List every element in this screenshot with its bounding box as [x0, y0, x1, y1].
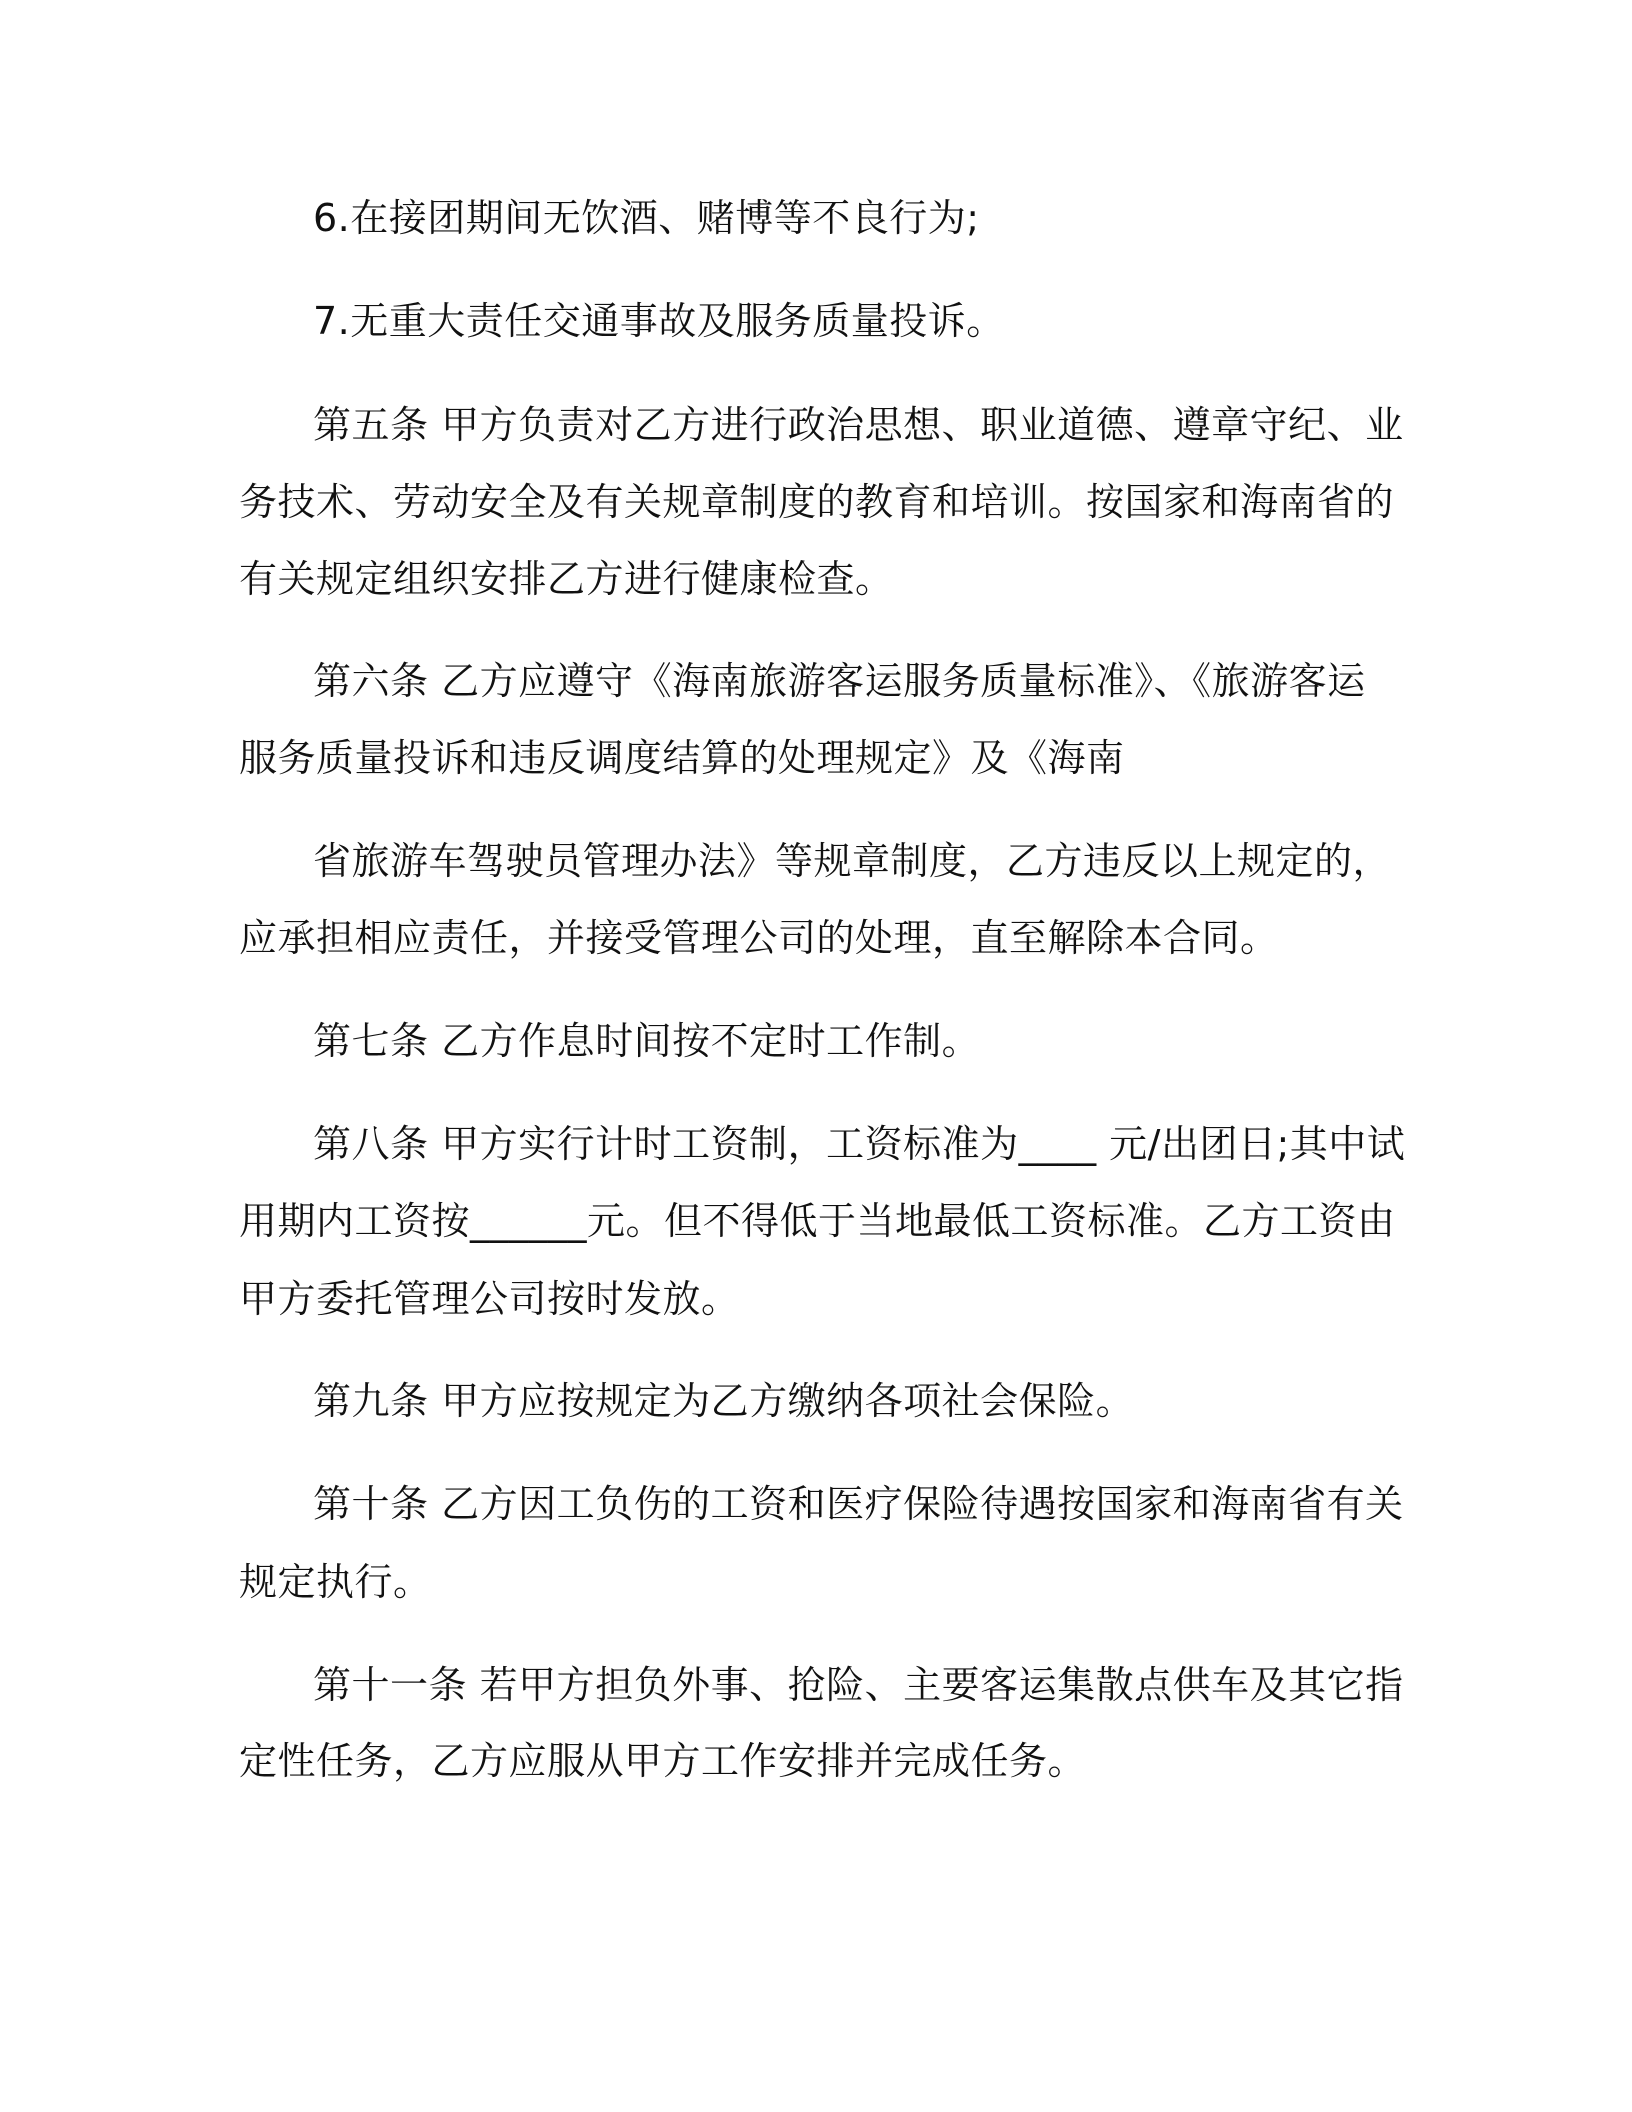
article-6-line-1: 第六条 乙方应遵守《海南旅游客运服务质量标准》、《旅游客运 [313, 659, 1366, 703]
article-11-line-1: 第十一条 若甲方担负外事、抢险、主要客运集散点供车及其它指 [313, 1663, 1404, 1707]
article-6-line-2: 服务质量投诉和违反调度结算的处理规定》及《海南 [239, 736, 1125, 780]
article-8-line-3: 甲方委托管理公司按时发放。 [239, 1277, 740, 1321]
article-5-line-1: 第五条 甲方负责对乙方进行政治思想、职业道德、遵章守纪、业 [313, 403, 1404, 447]
article-6-line-3: 省旅游车驾驶员管理办法》等规章制度，乙方违反以上规定的， [313, 839, 1392, 883]
article-11-line-2: 定性任务，乙方应服从甲方工作安排并完成任务。 [239, 1739, 1087, 1783]
article-5-line-2: 务技术、劳动安全及有关规章制度的教育和培训。按国家和海南省的 [239, 480, 1395, 524]
article-8-line-2: 用期内工资按______元。但不得低于当地最低工资标准。乙方工资由 [239, 1199, 1396, 1243]
article-9-line-1: 第九条 甲方应按规定为乙方缴纳各项社会保险。 [313, 1379, 1135, 1423]
article-6-line-4: 应承担相应责任，并接受管理公司的处理，直至解除本合同。 [239, 916, 1279, 960]
text-line-item-6: 6.在接团期间无饮酒、赌博等不良行为; [313, 196, 980, 240]
article-10-line-2: 规定执行。 [239, 1560, 432, 1604]
article-7-line-1: 第七条 乙方作息时间按不定时工作制。 [313, 1019, 981, 1063]
article-10-line-1: 第十条 乙方因工负伤的工资和医疗保险待遇按国家和海南省有关 [313, 1482, 1404, 1526]
text-line-item-7: 7.无重大责任交通事故及服务质量投诉。 [313, 299, 1005, 343]
article-5-line-3: 有关规定组织安排乙方进行健康检查。 [239, 557, 894, 601]
article-8-line-1: 第八条 甲方实行计时工资制，工资标准为____ 元/出团日;其中试 [313, 1122, 1406, 1166]
